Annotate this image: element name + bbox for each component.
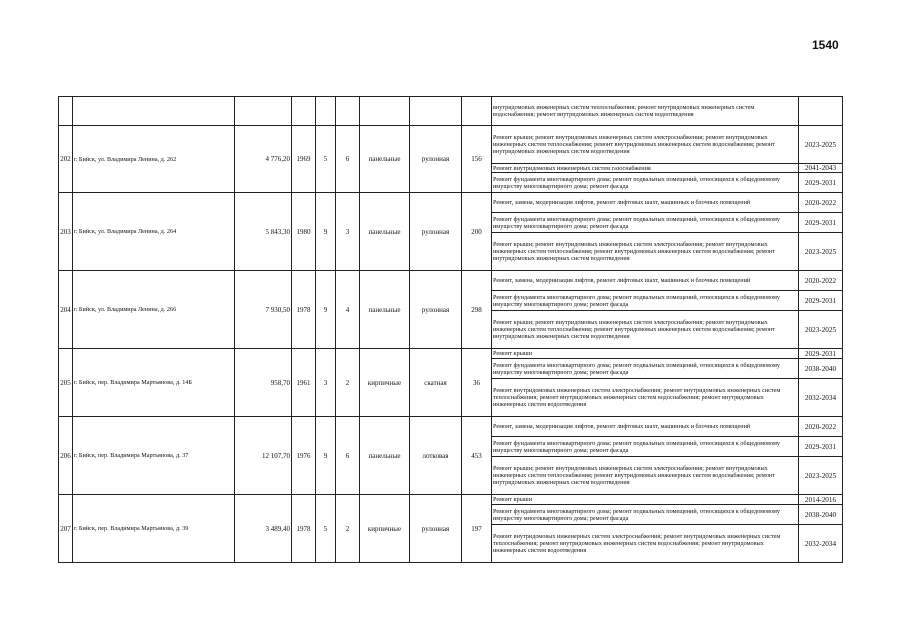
work-description: Ремонт крыши — [492, 495, 799, 505]
address: г. Бийск, пер. Владимира Мартьянова, д. 39 — [73, 495, 235, 563]
build-year: 1978 — [292, 271, 316, 349]
work-period: 2023-2025 — [799, 126, 843, 164]
floor-count: 9 — [316, 193, 336, 271]
resident-count: 36 — [462, 349, 492, 417]
record-number: 206 — [59, 417, 73, 495]
work-description: Ремонт крыши; ремонт внутридомовых инженерных систем электроснабжения; ремонт внутридомовых инженерных систем теплоснабжения; ремонт внутридомовых инженерных систем водоснабжения; ремонт внутридомовых инженерных систем водоотведения — [492, 311, 799, 349]
table-row — [59, 193, 843, 213]
entrance-count: 3 — [336, 193, 360, 271]
wall-material: кирпичные — [360, 349, 410, 417]
work-description: внутридомовых инженерных систем теплоснабжения; ремонт внутридомовых инженерных систем водоснабжения; ремонт внутридомовых инженерных систем водоотведения — [492, 97, 799, 126]
total-area: 12 107,70 — [235, 417, 292, 495]
work-period: 2020-2022 — [799, 271, 843, 291]
floor-count: 5 — [316, 495, 336, 563]
cell-empty — [235, 97, 292, 126]
resident-count: 200 — [462, 193, 492, 271]
cell-empty — [292, 97, 316, 126]
entrance-count: 2 — [336, 495, 360, 563]
total-area: 3 489,40 — [235, 495, 292, 563]
floor-count: 9 — [316, 271, 336, 349]
work-description: Ремонт крыши; ремонт внутридомовых инженерных систем электроснабжения; ремонт внутридомовых инженерных систем теплоснабжения; ремонт внутридомовых инженерных систем водоснабжения; ремонт внутридомовых инженерных систем водоотведения — [492, 457, 799, 495]
table-body — [59, 97, 843, 563]
build-year: 1969 — [292, 126, 316, 193]
cell-empty — [462, 97, 492, 126]
table-row — [59, 126, 843, 164]
total-area: 5 843,30 — [235, 193, 292, 271]
total-area: 958,70 — [235, 349, 292, 417]
roof-type: рулонная — [410, 193, 462, 271]
wall-material: панельные — [360, 126, 410, 193]
continuation-row — [59, 97, 843, 126]
total-area: 4 776,20 — [235, 126, 292, 193]
floor-count: 5 — [316, 126, 336, 193]
work-period: 2029-2031 — [799, 173, 843, 193]
work-period: 2029-2031 — [799, 349, 843, 359]
wall-material: кирпичные — [360, 495, 410, 563]
roof-type: рулонная — [410, 271, 462, 349]
resident-count: 298 — [462, 271, 492, 349]
wall-material: панельные — [360, 271, 410, 349]
work-description: Ремонт крыши; ремонт внутридомовых инженерных систем электроснабжения; ремонт внутридомовых инженерных систем теплоснабжения; ремонт внутридомовых инженерных систем водоснабжения; ремонт внутридомовых инженерных систем водоотведения — [492, 126, 799, 164]
build-year: 1961 — [292, 349, 316, 417]
record-number: 202 — [59, 126, 73, 193]
work-period: 2023-2025 — [799, 457, 843, 495]
build-year: 1980 — [292, 193, 316, 271]
work-description: Ремонт фундамента многоквартирного дома; ремонт подвальных помещений, относящихся к общедомовому имуществу многоквартирного дома; ремонт фасада — [492, 437, 799, 457]
table-row — [59, 271, 843, 291]
resident-count: 453 — [462, 417, 492, 495]
work-period: 2032-2034 — [799, 379, 843, 417]
resident-count: 156 — [462, 126, 492, 193]
work-description: Ремонт внутридомовых инженерных систем электроснабжения; ремонт внутридомовых инженерных систем теплоснабжения; ремонт внутридомовых инженерных систем водоснабжения; ремонт внутридомовых инженерных систем водоотведения — [492, 379, 799, 417]
work-description: Ремонт внутридомовых инженерных систем электроснабжения; ремонт внутридомовых инженерных систем теплоснабжения; ремонт внутридомовых инженерных систем водоснабжения; ремонт внутридомовых инженерных систем водоотведения — [492, 525, 799, 563]
floor-count: 3 — [316, 349, 336, 417]
address: г. Бийск, ул. Владимира Ленина, д. 264 — [73, 193, 235, 271]
record-number: 203 — [59, 193, 73, 271]
work-description: Ремонт фундамента многоквартирного дома; ремонт подвальных помещений, относящихся к общедомовому имуществу многоквартирного дома; ремонт фасада — [492, 359, 799, 379]
work-period: 2038-2040 — [799, 505, 843, 525]
cell-empty — [59, 97, 73, 126]
build-year: 1976 — [292, 417, 316, 495]
floor-count: 9 — [316, 417, 336, 495]
roof-type: скатная — [410, 349, 462, 417]
roof-type: рулонная — [410, 126, 462, 193]
entrance-count: 2 — [336, 349, 360, 417]
work-description: Ремонт фундамента многоквартирного дома; ремонт подвальных помещений, относящихся к общедомовому имуществу многоквартирного дома; ремонт фасада — [492, 291, 799, 311]
total-area: 7 930,50 — [235, 271, 292, 349]
address: г. Бийск, пер. Владимира Мартьянова, д. 14Б — [73, 349, 235, 417]
work-description: Ремонт крыши — [492, 349, 799, 359]
build-year: 1978 — [292, 495, 316, 563]
work-period: 2041-2043 — [799, 164, 843, 173]
work-description: Ремонт, замена, модернизация лифтов, ремонт лифтовых шахт, машинных и блочных помещений — [492, 417, 799, 437]
work-period: 2014-2016 — [799, 495, 843, 505]
cell-empty — [360, 97, 410, 126]
address: г. Бийск, ул. Владимира Ленина, д. 266 — [73, 271, 235, 349]
wall-material: панельные — [360, 193, 410, 271]
table-row — [59, 417, 843, 437]
work-description: Ремонт внутридомовых инженерных систем газоснабжения — [492, 164, 799, 173]
housing-repair-table — [58, 96, 843, 563]
entrance-count: 4 — [336, 271, 360, 349]
entrance-count: 6 — [336, 126, 360, 193]
work-description: Ремонт фундамента многоквартирного дома; ремонт подвальных помещений, относящихся к общедомовому имуществу многоквартирного дома; ремонт фасада — [492, 213, 799, 233]
cell-empty — [73, 97, 235, 126]
wall-material: панельные — [360, 417, 410, 495]
roof-type: лотковая — [410, 417, 462, 495]
address: г. Бийск, ул. Владимира Ленина, д. 262 — [73, 126, 235, 193]
work-period: 2023-2025 — [799, 311, 843, 349]
cell-empty — [316, 97, 336, 126]
record-number: 204 — [59, 271, 73, 349]
work-period: 2020-2022 — [799, 417, 843, 437]
cell-empty — [410, 97, 462, 126]
work-period: 2038-2040 — [799, 359, 843, 379]
cell-empty — [336, 97, 360, 126]
table-row — [59, 349, 843, 359]
work-period: 2029-2031 — [799, 437, 843, 457]
work-period: 2023-2025 — [799, 233, 843, 271]
work-description: Ремонт крыши; ремонт внутридомовых инженерных систем электроснабжения; ремонт внутридомовых инженерных систем теплоснабжения; ремонт внутридомовых инженерных систем водоснабжения; ремонт внутридомовых инженерных систем водоотведения — [492, 233, 799, 271]
roof-type: рулонная — [410, 495, 462, 563]
work-description: Ремонт, замена, модернизация лифтов, ремонт лифтовых шахт, машинных и блочных помещений — [492, 271, 799, 291]
work-description: Ремонт фундамента многоквартирного дома; ремонт подвальных помещений, относящихся к общедомовому имуществу многоквартирного дома; ремонт фасада — [492, 505, 799, 525]
work-period: 2029-2031 — [799, 213, 843, 233]
record-number: 205 — [59, 349, 73, 417]
table-row — [59, 495, 843, 505]
work-period: 2029-2031 — [799, 291, 843, 311]
work-description: Ремонт фундамента многоквартирного дома; ремонт подвальных помещений, относящихся к общедомовому имуществу многоквартирного дома; ремонт фасада — [492, 173, 799, 193]
work-period: 2032-2034 — [799, 525, 843, 563]
work-period: 2020-2022 — [799, 193, 843, 213]
record-number: 207 — [59, 495, 73, 563]
work-description: Ремонт, замена, модернизация лифтов, ремонт лифтовых шахт, машинных и блочных помещений — [492, 193, 799, 213]
address: г. Бийск, пер. Владимира Мартьянова, д. 37 — [73, 417, 235, 495]
page-number: 1540 — [812, 38, 839, 52]
entrance-count: 6 — [336, 417, 360, 495]
cell-empty — [799, 97, 843, 126]
resident-count: 197 — [462, 495, 492, 563]
